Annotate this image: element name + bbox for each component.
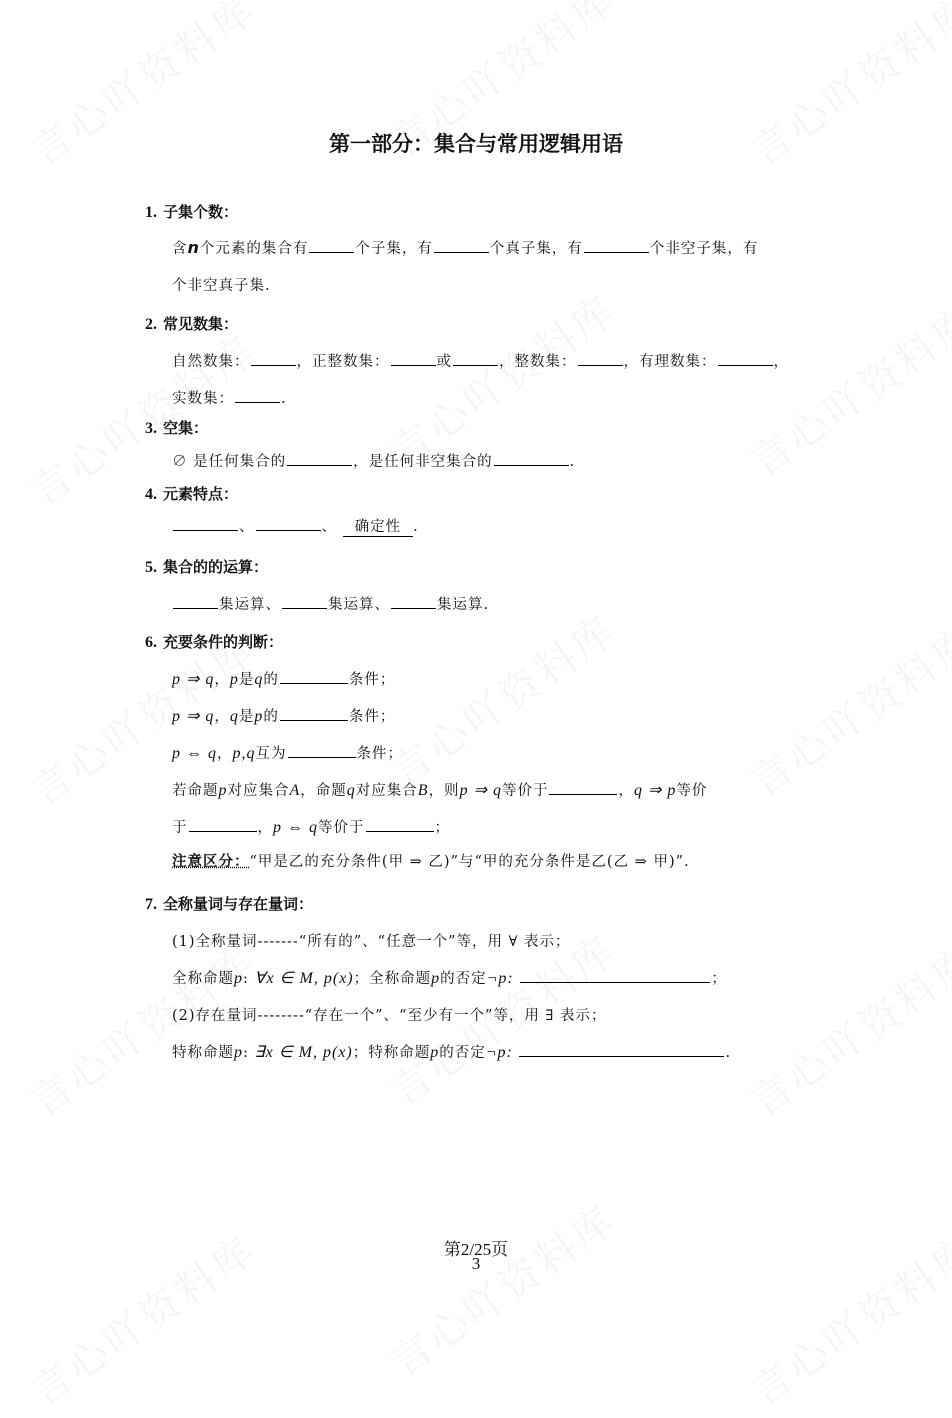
text-segment: 是 xyxy=(238,709,255,725)
blank xyxy=(718,351,773,367)
text-segment: ，则 xyxy=(428,783,460,799)
blank xyxy=(288,743,356,759)
text-segment: 个非空子集，有 xyxy=(649,241,759,257)
blank xyxy=(519,1042,724,1058)
text-segment: ， xyxy=(214,672,230,688)
text-segment: n xyxy=(187,238,200,257)
text-segment: q xyxy=(346,782,356,799)
text-segment: 7. xyxy=(145,896,157,913)
text-segment: 常见数集： xyxy=(163,315,239,333)
text-segment: ； xyxy=(711,971,727,987)
text-segment: B xyxy=(417,782,429,799)
text-segment: p ⇒ q xyxy=(172,708,215,725)
blank xyxy=(434,238,489,254)
section-heading xyxy=(145,893,313,914)
text-segment: ，整数集： xyxy=(499,354,577,370)
text-segment: 个子集，有 xyxy=(355,241,433,257)
blank xyxy=(520,968,710,984)
text-segment: 3. xyxy=(145,420,157,437)
text-segment: . xyxy=(569,454,576,470)
text-segment: 4. xyxy=(145,486,157,503)
text-segment: 等价于 xyxy=(501,783,549,799)
page-title: 第一部分：集合与常用逻辑用语 xyxy=(329,132,623,156)
section-number: 1. xyxy=(145,204,157,221)
text-segment: q xyxy=(254,671,264,688)
text-segment: ¬p: xyxy=(486,970,514,987)
text-line xyxy=(172,274,271,295)
blank xyxy=(251,351,296,367)
section-title: 子集个数： xyxy=(163,203,239,221)
text-segment: 于 xyxy=(172,820,188,836)
text-segment: ， xyxy=(257,820,273,836)
text-line xyxy=(172,705,395,726)
watermark xyxy=(738,289,952,487)
watermark xyxy=(378,279,627,477)
text-segment: 特称命题 xyxy=(172,1045,234,1061)
text-segment: 互为 xyxy=(255,746,287,762)
text-segment: “甲是乙的充分条件(甲 ⇒ 乙)”与“甲的充分条件是乙(乙 ⇒ 甲)”. xyxy=(249,854,690,870)
text-segment: p xyxy=(431,970,441,987)
text-segment: 5. xyxy=(145,559,157,576)
text-segment: . xyxy=(281,391,287,407)
text-line xyxy=(172,1041,731,1062)
watermark xyxy=(738,929,952,1127)
text-line xyxy=(172,515,419,537)
text-segment: 元素特点： xyxy=(163,485,239,503)
text-segment: 2. xyxy=(145,316,157,333)
blank xyxy=(391,351,436,367)
text-segment: 等价 xyxy=(676,783,708,799)
text-segment: 条件； xyxy=(356,746,403,762)
text-segment: 的否定 xyxy=(440,971,487,987)
text-line xyxy=(172,742,403,763)
text-segment: ¬p: xyxy=(485,1044,513,1061)
text-segment: ；全称命题 xyxy=(353,971,432,987)
text-segment: 若命题 xyxy=(172,783,219,799)
watermark xyxy=(738,609,952,807)
text-segment: 的 xyxy=(263,709,279,725)
text-segment: 集运算、 xyxy=(219,597,281,613)
text-segment: p xyxy=(234,970,243,987)
text-segment: 6. xyxy=(145,634,157,651)
section-heading xyxy=(145,631,283,652)
text-segment: ，有理数集： xyxy=(623,354,717,370)
page-indicator: 第2/25页 xyxy=(443,1240,509,1259)
text-line xyxy=(172,930,570,951)
blank xyxy=(453,351,498,367)
text-segment: 注意区分： xyxy=(172,854,250,870)
blank xyxy=(366,817,434,833)
blank xyxy=(549,780,617,796)
section-heading xyxy=(145,201,238,222)
text-segment: ，是任何非空集合的 xyxy=(353,454,493,470)
text-segment: ， xyxy=(214,709,230,725)
blank xyxy=(235,388,280,404)
text-segment: 条件； xyxy=(348,672,396,688)
text-segment: ， xyxy=(773,354,789,370)
text-segment: p xyxy=(430,1044,440,1061)
blank xyxy=(391,594,436,610)
text-segment: q xyxy=(229,708,239,725)
text-segment: 个真子集，有 xyxy=(489,241,583,257)
text-segment: (1)全称量词-------“所有的”、“任意一个”等，用 ∀ 表示； xyxy=(172,934,571,950)
text-segment: 的否定 xyxy=(439,1045,486,1061)
blank xyxy=(280,669,348,685)
text-segment: . xyxy=(413,519,419,535)
text-segment: 条件； xyxy=(348,709,396,725)
watermark xyxy=(18,929,267,1127)
blank xyxy=(309,238,354,254)
text-segment: 空集： xyxy=(163,419,209,437)
text-line xyxy=(172,593,489,614)
text-line xyxy=(172,1004,606,1025)
text-line xyxy=(172,668,395,689)
blank xyxy=(173,594,218,610)
text-segment: 集运算、 xyxy=(328,597,390,613)
text-segment: : xyxy=(243,971,255,987)
text-segment: ∀x ∈ M, p(x) xyxy=(254,970,354,987)
section-heading xyxy=(145,483,238,504)
text-segment: 等价于 xyxy=(318,820,365,836)
text-segment: . xyxy=(725,1045,732,1061)
text-segment: 含 xyxy=(172,241,188,257)
text-line xyxy=(172,450,575,471)
text-segment: p xyxy=(234,1044,243,1061)
section-heading xyxy=(145,313,238,334)
text-segment: 全称量词与存在量词： xyxy=(163,895,314,913)
text-segment: ， xyxy=(217,746,233,762)
text-segment: 实数集： xyxy=(172,391,234,407)
watermark xyxy=(378,599,627,797)
text-segment: ；特称命题 xyxy=(352,1045,431,1061)
text-segment: 对应集合 xyxy=(227,783,290,799)
text-segment: ∅ 是任何集合的 xyxy=(172,454,287,470)
text-segment: p,q xyxy=(232,745,256,762)
blank xyxy=(280,706,348,722)
text-segment: 自然数集： xyxy=(172,354,250,370)
text-segment: ， xyxy=(618,783,634,799)
text-segment: p ⇒ q xyxy=(172,671,215,688)
text-segment: p xyxy=(218,782,228,799)
text-segment: ∃x ∈ M, p(x) xyxy=(254,1044,353,1061)
text-segment: ，命题 xyxy=(300,783,347,799)
text-segment: 全称命题 xyxy=(172,971,234,987)
text-segment: p ⇒ q xyxy=(459,782,502,799)
watermark xyxy=(378,1189,627,1387)
text-segment: 、 xyxy=(321,519,337,535)
text-segment: : xyxy=(243,1045,255,1061)
text-segment: p xyxy=(229,671,239,688)
text-segment: p ⇔ q xyxy=(273,819,318,836)
text-line xyxy=(172,967,727,988)
text-segment: 集运算. xyxy=(437,597,490,613)
page-number: 3 xyxy=(471,1254,481,1273)
blank xyxy=(173,516,238,532)
text-segment: p xyxy=(254,708,264,725)
blank xyxy=(494,451,569,467)
section-heading xyxy=(145,417,208,438)
note-line xyxy=(172,850,690,871)
text-segment: 充要条件的判断： xyxy=(163,633,284,651)
text-segment: ，正整数集： xyxy=(296,354,390,370)
text-line xyxy=(172,816,450,837)
text-segment: 的 xyxy=(263,672,279,688)
blank xyxy=(287,451,352,467)
text-line xyxy=(172,237,758,258)
blank xyxy=(256,516,321,532)
text-segment: 或 xyxy=(436,354,452,370)
text-segment: (2)存在量词--------“存在一个”、“至少有一个”等，用 ∃ 表示； xyxy=(172,1008,607,1024)
text-line xyxy=(172,387,287,408)
text-segment: 、 xyxy=(239,519,255,535)
text-segment: q ⇒ p xyxy=(633,782,677,799)
text-line xyxy=(172,350,789,371)
text-segment: 对应集合 xyxy=(355,783,418,799)
text-segment: 是 xyxy=(238,672,255,688)
blank xyxy=(282,594,327,610)
text-segment: 个非空真子集. xyxy=(172,278,271,294)
text-segment: A xyxy=(289,782,301,799)
text-segment: ； xyxy=(434,820,450,836)
filled-answer: 确定性 xyxy=(343,515,414,537)
text-segment: p ⇔ q xyxy=(172,745,217,762)
text-segment: 集合的的运算： xyxy=(163,558,269,576)
text-segment: 个元素的集合有 xyxy=(199,241,309,257)
blank xyxy=(578,351,623,367)
section-heading xyxy=(145,556,268,577)
blank xyxy=(189,817,257,833)
blank xyxy=(584,238,649,254)
text-line xyxy=(172,779,707,800)
